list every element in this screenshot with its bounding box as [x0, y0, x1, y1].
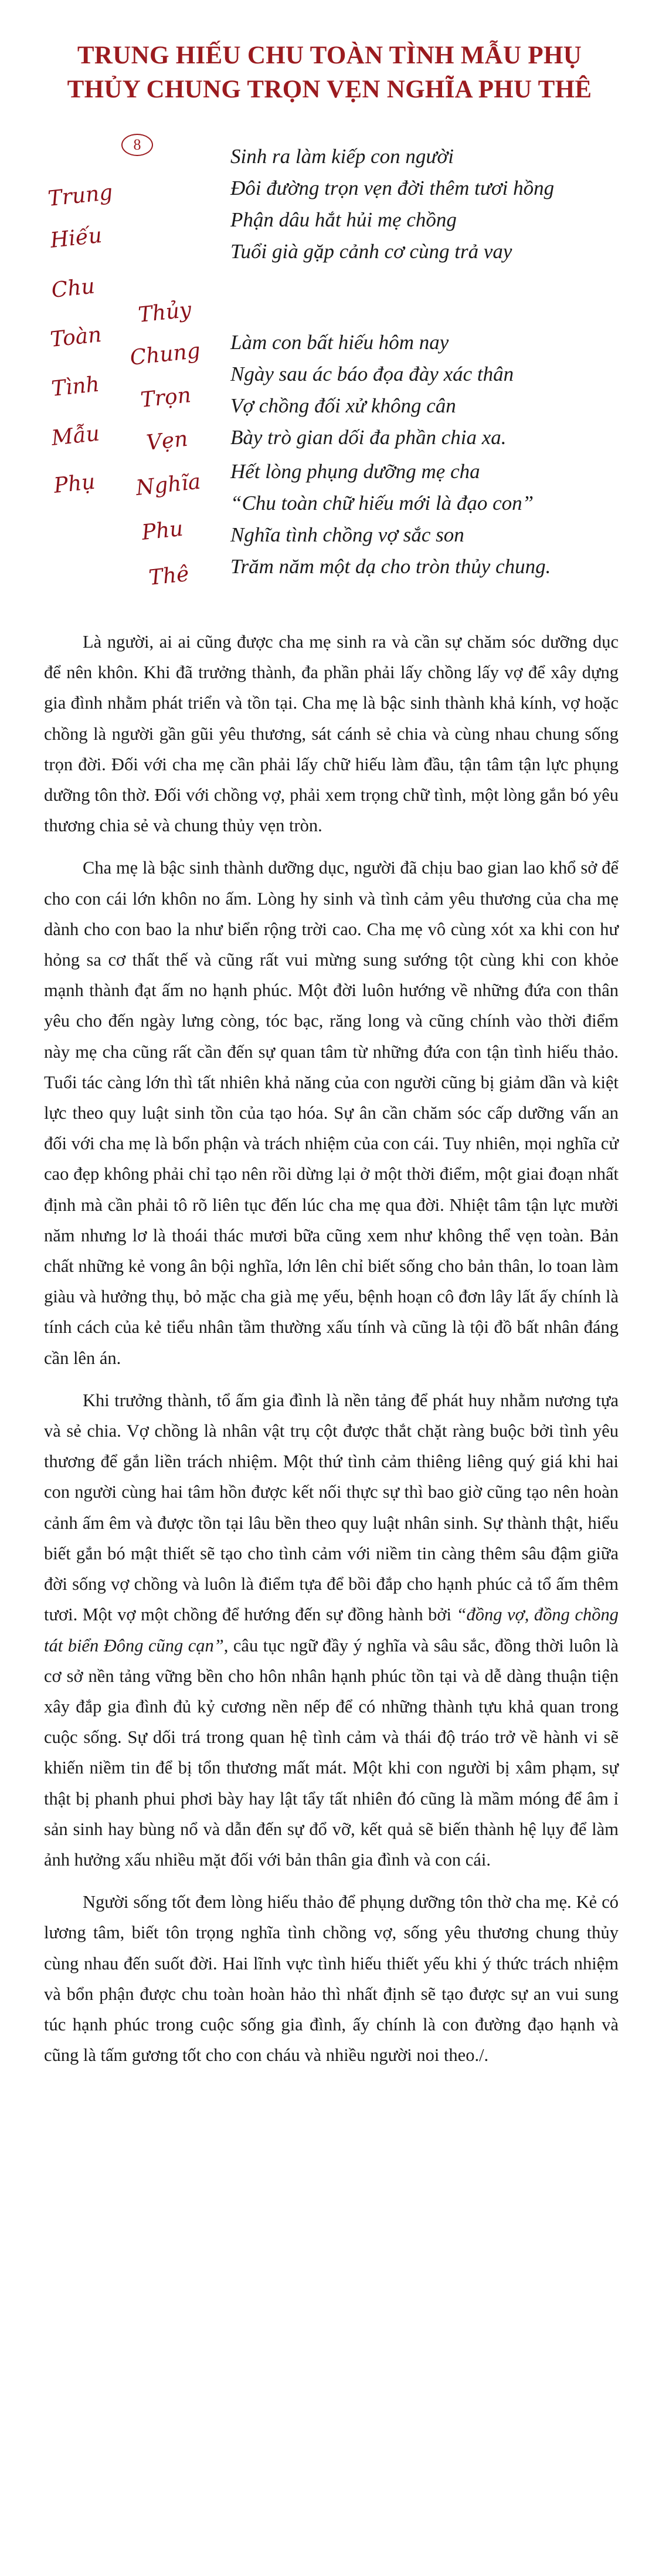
- article-paragraph: [44, 1385, 619, 1875]
- poem-line: Hết lòng phụng dưỡng mẹ cha: [230, 460, 480, 483]
- poem-line: Làm con bất hiếu hôm nay: [230, 331, 449, 354]
- calligraphy-word: Phu: [140, 516, 185, 545]
- poem-line: Trăm năm một dạ cho tròn thủy chung.: [230, 555, 551, 578]
- calligraphy-word: Chu: [50, 274, 96, 303]
- calligraphy-word: Tình: [50, 372, 101, 401]
- poem-line: “Chu toàn chữ hiếu mới là đạo con”: [230, 492, 534, 514]
- calligraphy-word: Phụ: [52, 469, 97, 498]
- poem-stanza-3: [230, 456, 635, 583]
- page-title: [0, 39, 659, 107]
- title-line-1: TRUNG HIẾU CHU TOÀN TÌNH MẪU PHỤ: [77, 42, 582, 69]
- poem-stanza-1: [230, 141, 635, 268]
- paragraph-text: , câu tục ngữ đầy ý nghĩa và sâu sắc, đồng thời luôn là cơ sở nền tảng vững bền cho hôn nhân hạnh phúc tồn tại và dễ dàng thuận tiện xây đắp gia đình đủ kỷ cương nền nếp để có những thành tựu khả quan trong cuộc sống. Sự dối trá trong quan hệ tình cảm và thái độ tráo trở về hành vi sẽ khiến niềm tin để bị tổn thương mất mát. Một khi con người bị xâm phạm, sự thật bị phanh phui phơi bày hay lật tẩy tất nhiên đó cũng là mầm móng để âm ỉ sản sinh hay bùng nổ và dẫn đến sự đổ vỡ, kết quả sẽ biến thành hệ lụy để làm ảnh hưởng xấu nhiều mặt đối với bản thân gia đình và con cái.: [44, 1635, 619, 1870]
- proverb-quote: “đồng vợ, đồng chồng tát biển Đông cũng cạn”: [44, 1605, 619, 1656]
- calligraphy-word: Toàn: [49, 322, 103, 352]
- page-number-badge: 8: [121, 134, 153, 156]
- title-line-2: THỦY CHUNG TRỌN VẸN NGHĨA PHU THÊ: [67, 76, 592, 103]
- calligraphy-word: Vẹn: [145, 426, 189, 455]
- poem-line: Nghĩa tình chồng vợ sắc son: [230, 523, 464, 546]
- poem-line: Vợ chồng đối xử không cân: [230, 394, 456, 417]
- article-body: [44, 627, 619, 2070]
- poem-line: Đôi đường trọn vẹn đời thêm tươi hồng: [230, 177, 555, 199]
- calligraphy-word: Hiếu: [49, 223, 103, 253]
- poem-line: Sinh ra làm kiếp con người: [230, 145, 454, 168]
- poem-line: Ngày sau ác báo đọa đày xác thân: [230, 363, 514, 385]
- article-paragraph: Người sống tốt đem lòng hiếu thảo để phụng dưỡng tôn thờ cha mẹ. Kẻ có lương tâm, biết tôn trọng nghĩa tình chồng vợ, sống yêu thương chung thủy cùng nhau đến suốt đời. Hai lĩnh vực tình hiếu thiết yếu khi ý thức trách nhiệm và bổn phận được chu toàn hoàn hảo thì nhất định sẽ tạo được sự an vui sung túc hạnh phúc trong cuộc sống gia đình, ấy chính là con đường đạo hạnh và cũng là tấm gương tốt cho con cháu và nhiều người noi theo./.: [44, 1892, 619, 2066]
- calligraphy-word: Nghĩa: [134, 469, 202, 500]
- poem-line: Phận dâu hắt hủi mẹ chồng: [230, 208, 457, 231]
- paragraph-text: Khi trưởng thành, tổ ấm gia đình là nền tảng để phát huy nhằm nương tựa và sẻ chia. Vợ chồng là nhân vật trụ cột được thắt chặt ràng buộc bởi tình yêu thương để gắn liền trách nhiệm. Một thứ tình cảm thiêng liêng quý giá khi hai con người cùng hai tâm hồn được kết nối thực sự thì bao giờ cũng tạo nên hoàn cảnh ấm êm và được tồn tại lâu bền theo quy luật nhân sinh. Sự thành thật, hiểu biết gắn bó mật thiết sẽ tạo cho tình cảm với niềm tin càng thêm sâu đậm giữa đời sống vợ chồng và luôn là điểm tựa để bồi đắp cho hạnh phúc cả tổ ấm thêm tươi. Một vợ một chồng để hướng đến sự đồng hành bởi: [44, 1390, 619, 1625]
- poem-line: Tuổi già gặp cảnh cơ cùng trả vay: [230, 240, 512, 263]
- article-paragraph: Cha mẹ là bậc sinh thành dưỡng dục, người đã chịu bao gian lao khổ sở để cho con cái lớn khôn no ấm. Lòng hy sinh và tình cảm yêu thương của cha mẹ dành cho con bao la như biển rộng trời cao. Cha mẹ vô cùng xót xa khi con hư hỏng sa cơ thất thế và cũng rất vui mừng sung sướng tột cùng khi con khỏe mạnh thành đạt ấm no hạnh phúc. Một đời luôn hướng về những đứa con thân yêu cho đến ngày lưng còng, tóc bạc, răng long và cũng chính vào thời điểm này mẹ cha cũng rất cần đến sự quan tâm từ những đứa con tận tình hiếu thảo. Tuổi tác càng lớn thì tất nhiên khả năng của con người cũng bị giảm dần và kiệt lực theo quy luật sinh tồn của tạo hóa. Sự ân cần chăm sóc cấp dưỡng vấn an đối với cha mẹ là bổn phận và trách nhiệm của con cái. Tuy nhiên, mọi nghĩa cử cao đẹp không phải chỉ tạo nên rồi dừng lại ở một thời điểm, một giai đoạn nhất định mà cần phải tô rõ liên tục đến lúc cha mẹ qua đời. Nhiệt tâm tận lực mười năm nhưng lơ là thoái thác mươi bữa cũng xem như không thể vẹn toàn. Bản chất những kẻ vong ân bội nghĩa, lớn lên chỉ biết sống cho bản thân, lo toan làm giàu và hưởng thụ, bỏ mặc cha già mẹ yếu, bệnh hoạn cô đơn lây lất ấy chính là tính cách của kẻ tiểu nhân tầm thường xấu tính và cũng là tội đồ bất nhân đáng cần lên án.: [44, 858, 619, 1368]
- calligraphy-word: Mẫu: [50, 421, 101, 451]
- calligraphy-word: Chung: [128, 338, 202, 370]
- calligraphy-word: Trọn: [139, 383, 192, 412]
- calligraphy-word: Thê: [147, 561, 191, 590]
- calligraphy-word: Thủy: [137, 297, 193, 327]
- poem-stanza-2: [230, 327, 635, 453]
- article-paragraph: Là người, ai ai cũng được cha mẹ sinh ra và cần sự chăm sóc dưỡng dục để nên khôn. Khi đã trưởng thành, đa phần phải lấy chồng lấy vợ để xây dựng gia đình nhằm phát triển và tồn tại. Cha mẹ là bậc sinh thành khả kính, vợ hoặc chồng là người gần gũi yêu thương, sát cánh sẻ chia và cùng nhau chung sống trọn đời. Đối với cha mẹ cần phải lấy chữ hiếu làm đầu, tận tâm tận lực phụng dưỡng tôn thờ. Đối với chồng vợ, phải xem trọng chữ tình, một lòng gắn bó yêu thương chia sẻ và chung thủy vẹn tròn.: [44, 632, 619, 836]
- poem-line: Bày trò gian dối đa phần chia xa.: [230, 426, 507, 449]
- calligraphy-word: Trung: [46, 180, 114, 211]
